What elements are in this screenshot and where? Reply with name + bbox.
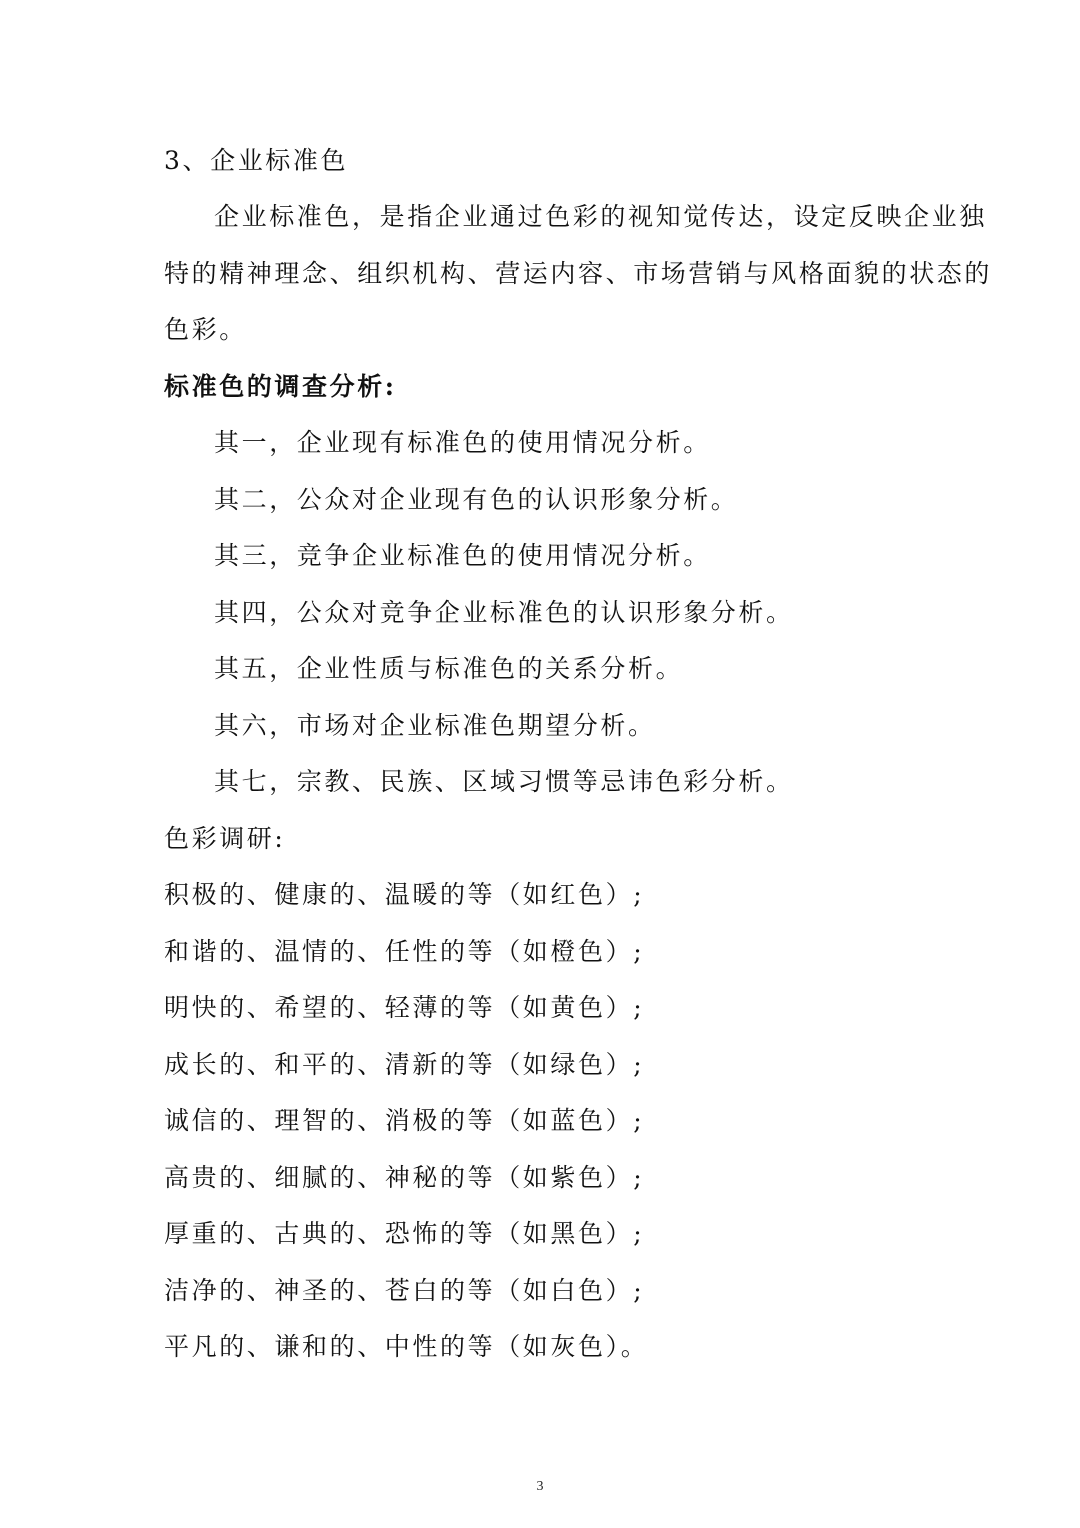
research-item-red: 积极的、健康的、温暖的等（如红色）;	[164, 880, 645, 909]
research-item-green: 成长的、和平的、清新的等（如绿色）;	[164, 1050, 645, 1079]
analysis-item-1: 其一，企业现有标准色的使用情况分析。	[214, 428, 711, 457]
page-number: 3	[536, 1479, 544, 1494]
research-item-blue: 诚信的、理智的、消极的等（如蓝色）;	[164, 1106, 645, 1135]
intro-line-1: 企业标准色，是指企业通过色彩的视知觉传达，设定反映企业独	[214, 202, 987, 231]
analysis-item-2: 其二，公众对企业现有色的认识形象分析。	[214, 485, 739, 514]
analysis-item-4: 其四，公众对竞争企业标准色的认识形象分析。	[214, 598, 794, 627]
research-item-black: 厚重的、古典的、恐怖的等（如黑色）;	[164, 1219, 645, 1248]
research-heading: 色彩调研:	[164, 824, 286, 853]
research-item-yellow: 明快的、希望的、轻薄的等（如黄色）;	[164, 993, 645, 1022]
research-item-white: 洁净的、神圣的、苍白的等（如白色）;	[164, 1276, 645, 1305]
intro-line-2: 特的精神理念、组织机构、营运内容、市场营销与风格面貌的状态的	[164, 259, 993, 288]
analysis-item-5: 其五，企业性质与标准色的关系分析。	[214, 654, 684, 683]
research-item-purple: 高贵的、细腻的、神秘的等（如紫色）;	[164, 1163, 645, 1192]
intro-line-3: 色彩。	[164, 315, 247, 344]
analysis-item-6: 其六，市场对企业标准色期望分析。	[214, 711, 656, 740]
research-item-gray: 平凡的、谦和的、中性的等（如灰色）。	[164, 1332, 649, 1361]
analysis-heading: 标准色的调查分析:	[164, 372, 397, 401]
research-item-orange: 和谐的、温情的、任性的等（如橙色）;	[164, 937, 645, 966]
analysis-item-3: 其三，竞争企业标准色的使用情况分析。	[214, 541, 711, 570]
section-heading: 3、企业标准色	[164, 146, 349, 175]
analysis-item-7: 其七，宗教、民族、区域习惯等忌讳色彩分析。	[214, 767, 794, 796]
